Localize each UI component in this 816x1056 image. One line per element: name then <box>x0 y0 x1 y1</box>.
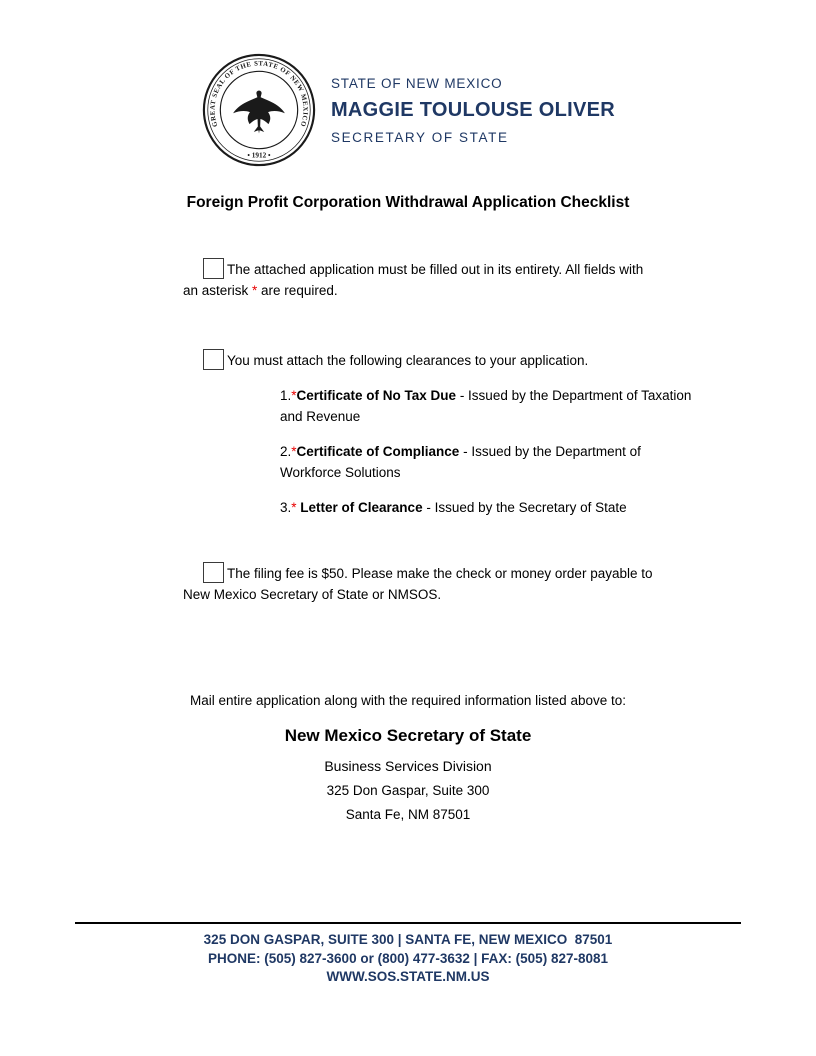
mailing-info <box>0 693 816 822</box>
item-clearances-text: You must attach the following clearances to your application. <box>227 353 589 368</box>
recipient-name: New Mexico Secretary of State <box>284 726 532 745</box>
page-title: Foreign Profit Corporation Withdrawal Application Checklist <box>186 194 630 211</box>
clearance-description: - Issued by the Secretary of State <box>422 500 627 515</box>
checklist-item-fee <box>183 562 653 605</box>
secretary-name: MAGGIE TOULOUSE OLIVER <box>330 98 616 121</box>
checkbox-entirety[interactable] <box>203 258 224 279</box>
checkbox-fee[interactable] <box>203 562 224 583</box>
page-footer <box>75 922 741 987</box>
seal-ring-text: GREAT SEAL OF THE STATE OF NEW MEXICO <box>209 60 309 128</box>
nm-state-seal <box>201 52 317 168</box>
clearance-description: - Issued by the Department of Taxation and Revenue <box>280 388 692 424</box>
street-address: 325 Don Gaspar, Suite 300 <box>326 783 490 798</box>
seal-year-text: • 1912 • <box>247 151 271 160</box>
letterhead <box>0 0 816 168</box>
clearance-name: Certificate of No Tax Due <box>296 388 457 403</box>
clearance-name: Letter of Clearance <box>300 500 423 515</box>
division-name: Business Services Division <box>324 758 492 774</box>
mail-instructions: Mail entire application along with the required information listed above to: <box>189 693 626 708</box>
checkbox-clearances[interactable] <box>203 349 224 370</box>
clearance-number: 2. <box>280 444 292 459</box>
office-line: SECRETARY OF STATE <box>330 129 509 145</box>
checklist-item-entirety <box>183 258 653 301</box>
required-asterisk: * <box>291 388 297 403</box>
seal-graphic <box>201 52 317 168</box>
footer-website: WWW.SOS.STATE.NM.US <box>326 969 490 984</box>
footer-address: 325 DON GASPAR, SUITE 300 | SANTA FE, NEW MEXICO 87501 <box>203 932 613 947</box>
footer-phone-fax: PHONE: (505) 827-3600 or (800) 477-3632 | FAX: (505) 827-8081 <box>208 950 608 966</box>
required-asterisk: * <box>252 283 258 298</box>
clearance-description: - Issued by the Department of Workforce Solutions <box>280 444 641 480</box>
clearance-number: 3. <box>280 500 292 515</box>
clearance-list <box>280 385 692 518</box>
letterhead-text <box>331 76 615 145</box>
checklist <box>183 258 692 605</box>
clearance-number: 1. <box>280 388 292 403</box>
required-asterisk: * <box>291 444 297 459</box>
item-fee-text: The filing fee is $50. Please make the check or money order payable to New Mexico Secretary of State or NMSOS. <box>183 566 653 602</box>
clearance-item-letter <box>280 497 692 518</box>
state-line: STATE OF NEW MEXICO <box>330 75 503 91</box>
item-entirety-text-after: are required. <box>257 283 338 298</box>
required-asterisk: * <box>291 500 301 515</box>
city-state-zip: Santa Fe, NM 87501 <box>345 807 471 822</box>
item-entirety-text: The attached application must be filled out in its entirety. All fields with an asterisk <box>183 262 644 298</box>
clearance-name: Certificate of Compliance <box>296 444 460 459</box>
clearance-item-no-tax-due <box>280 385 692 427</box>
checklist-item-clearances <box>183 349 653 371</box>
clearance-item-compliance <box>280 441 692 483</box>
